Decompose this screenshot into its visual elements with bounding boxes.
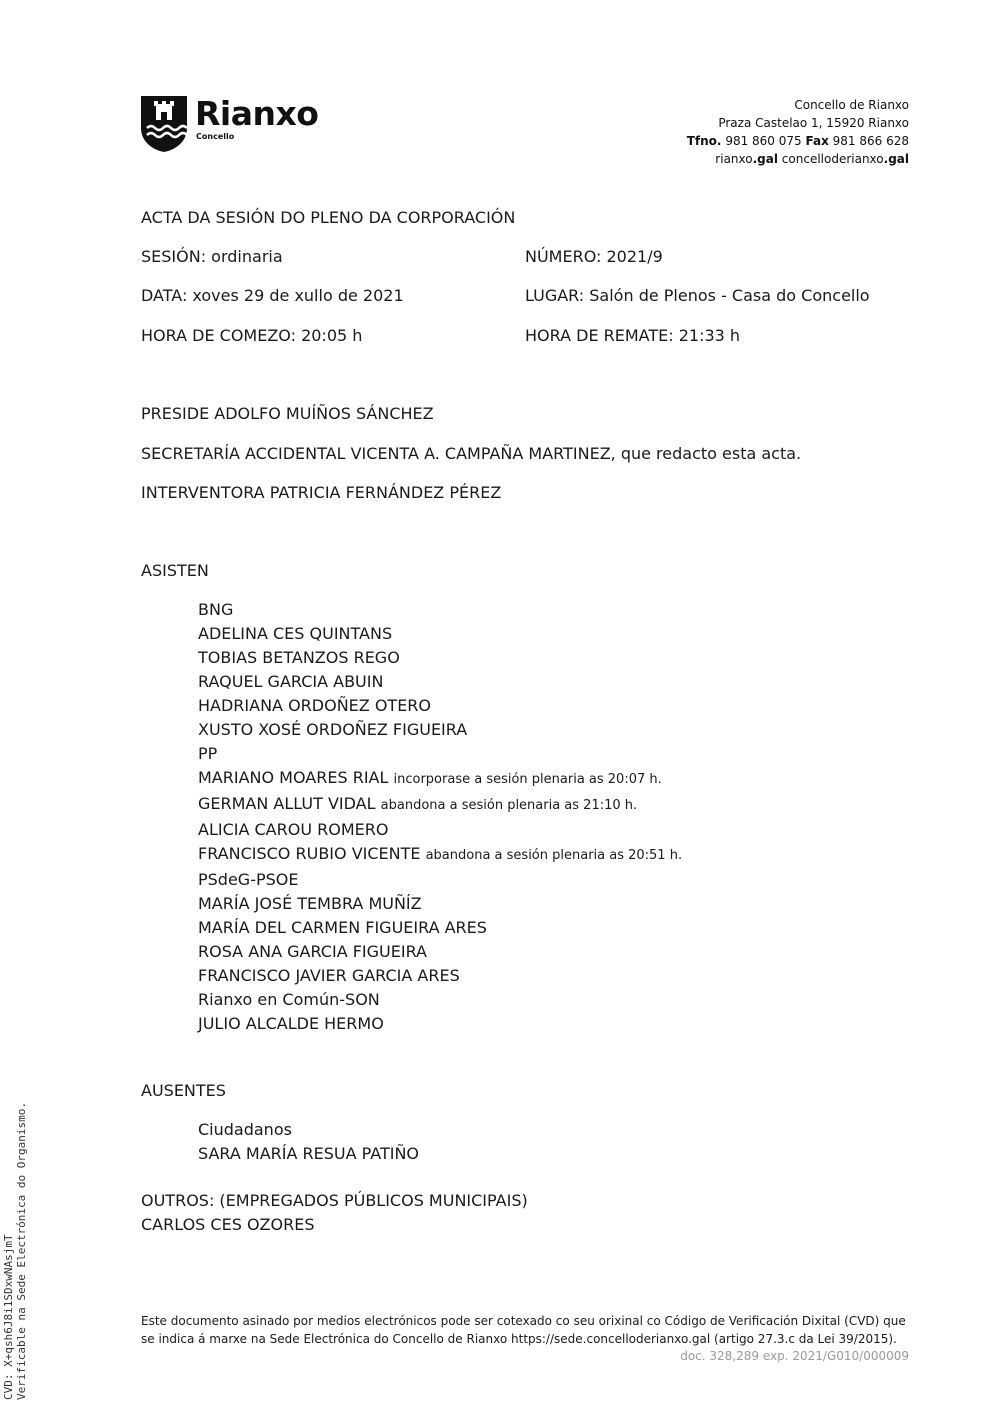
contact-address: Praza Castelao 1, 15920 Rianxo (718, 116, 909, 130)
list-item: Ciudadanos (198, 1120, 292, 1139)
ausentes-heading: AUSENTES (141, 1081, 226, 1100)
session-type: SESIÓN: ordinaria (141, 247, 283, 266)
outros-name: CARLOS CES OZORES (141, 1215, 315, 1234)
cvd-code: CVD: X+qsh6J8i1SDxwNAsjmT (2, 1234, 15, 1400)
web-link-rianxo[interactable]: rianxo.gal (715, 152, 778, 166)
fax-number: 981 866 628 (832, 134, 909, 148)
logo (141, 94, 346, 152)
tel-label: Tfno. (686, 134, 722, 148)
secretaria: SECRETARÍA ACCIDENTAL VICENTA A. CAMPAÑA MARTINEZ, que redacto esta acta. (141, 444, 802, 463)
attendees-list (198, 598, 682, 1036)
attendance-note: abandona a sesión plenaria as 21:10 h. (380, 798, 638, 813)
document-title: ACTA DA SESIÓN DO PLENO DA CORPORACIÓN (141, 208, 516, 227)
list-item: PSdeG-PSOE (198, 870, 299, 889)
list-item: TOBIAS BETANZOS REGO (198, 648, 400, 667)
list-item: RAQUEL GARCIA ABUIN (198, 672, 384, 691)
contact-phones (687, 132, 909, 150)
start-time: HORA DE COMEZO: 20:05 h (141, 326, 363, 345)
list-item: ROSA ANA GARCIA FIGUEIRA (198, 942, 427, 961)
interventora: INTERVENTORA PATRICIA FERNÁNDEZ PÉREZ (141, 483, 502, 502)
preside: PRESIDE ADOLFO MUÍÑOS SÁNCHEZ (141, 404, 434, 423)
absentees-list (198, 1118, 419, 1166)
contact-name: Concello de Rianxo (794, 98, 909, 112)
list-item: MARÍA DEL CARMEN FIGUEIRA ARES (198, 918, 487, 937)
list-item: MARIANO MOARES RIAL incorporase a sesión plenaria as 20:07 h. (198, 768, 662, 787)
tel-number: 981 860 075 (725, 134, 802, 148)
end-time: HORA DE REMATE: 21:33 h (525, 326, 741, 345)
list-item: FRANCISCO RUBIO VICENTE abandona a sesión plenaria as 20:51 h. (198, 844, 683, 863)
list-item: FRANCISCO JAVIER GARCIA ARES (198, 966, 460, 985)
document-reference: doc. 328,289 exp. 2021/G010/000009 (680, 1349, 909, 1363)
list-item: GERMAN ALLUT VIDAL abandona a sesión plenaria as 21:10 h. (198, 794, 638, 813)
outros-heading: OUTROS: (EMPREGADOS PÚBLICOS MUNICIPAIS) (141, 1191, 528, 1210)
session-date: DATA: xoves 29 de xullo de 2021 (141, 286, 404, 305)
fax-label: Fax (805, 134, 829, 148)
attendance-note: abandona a sesión plenaria as 20:51 h. (425, 848, 683, 863)
footer-note (141, 1312, 911, 1348)
list-item: ADELINA CES QUINTANS (198, 624, 393, 643)
list-item: XUSTO XOSÉ ORDOÑEZ FIGUEIRA (198, 720, 468, 739)
list-item: SARA MARÍA RESUA PATIÑO (198, 1144, 420, 1163)
coat-of-arms-icon (141, 96, 187, 152)
list-item: BNG (198, 600, 234, 619)
list-item: PP (198, 744, 218, 763)
session-place: LUGAR: Salón de Plenos - Casa do Concello (525, 286, 870, 305)
asisten-heading: ASISTEN (141, 561, 209, 580)
logo-subtitle: Concello (196, 132, 235, 141)
list-item: Rianxo en Común-SON (198, 990, 380, 1009)
footer-line-2: se indica á marxe na Sede Electrónica do Concello de Rianxo https://sede.concelloderianxo.gal (artigo 27.3.c da Lei 39/2015). (141, 1332, 897, 1346)
attendance-note: incorporase a sesión plenaria as 20:07 h. (393, 772, 662, 787)
list-item: HADRIANA ORDOÑEZ OTERO (198, 696, 432, 715)
logo-wordmark: Rianxo (195, 94, 319, 133)
list-item: JULIO ALCALDE HERMO (198, 1014, 384, 1033)
cvd-margin-text (2, 1102, 28, 1400)
footer-line-1: Este documento asinado por medios electrónicos pode ser cotexado co seu orixinal co Código de Verificación Dixital (CVD) que (141, 1314, 906, 1328)
list-item: ALICIA CAROU ROMERO (198, 820, 389, 839)
contact-web (687, 150, 909, 168)
contact-block (687, 96, 909, 168)
cvd-verification: Verificable na Sede Electrónica do Organismo. (15, 1101, 28, 1400)
session-number: NÚMERO: 2021/9 (525, 247, 663, 266)
web-link-concello[interactable]: concelloderianxo.gal (781, 152, 909, 166)
list-item: MARÍA JOSÉ TEMBRA MUÑÍZ (198, 894, 422, 913)
